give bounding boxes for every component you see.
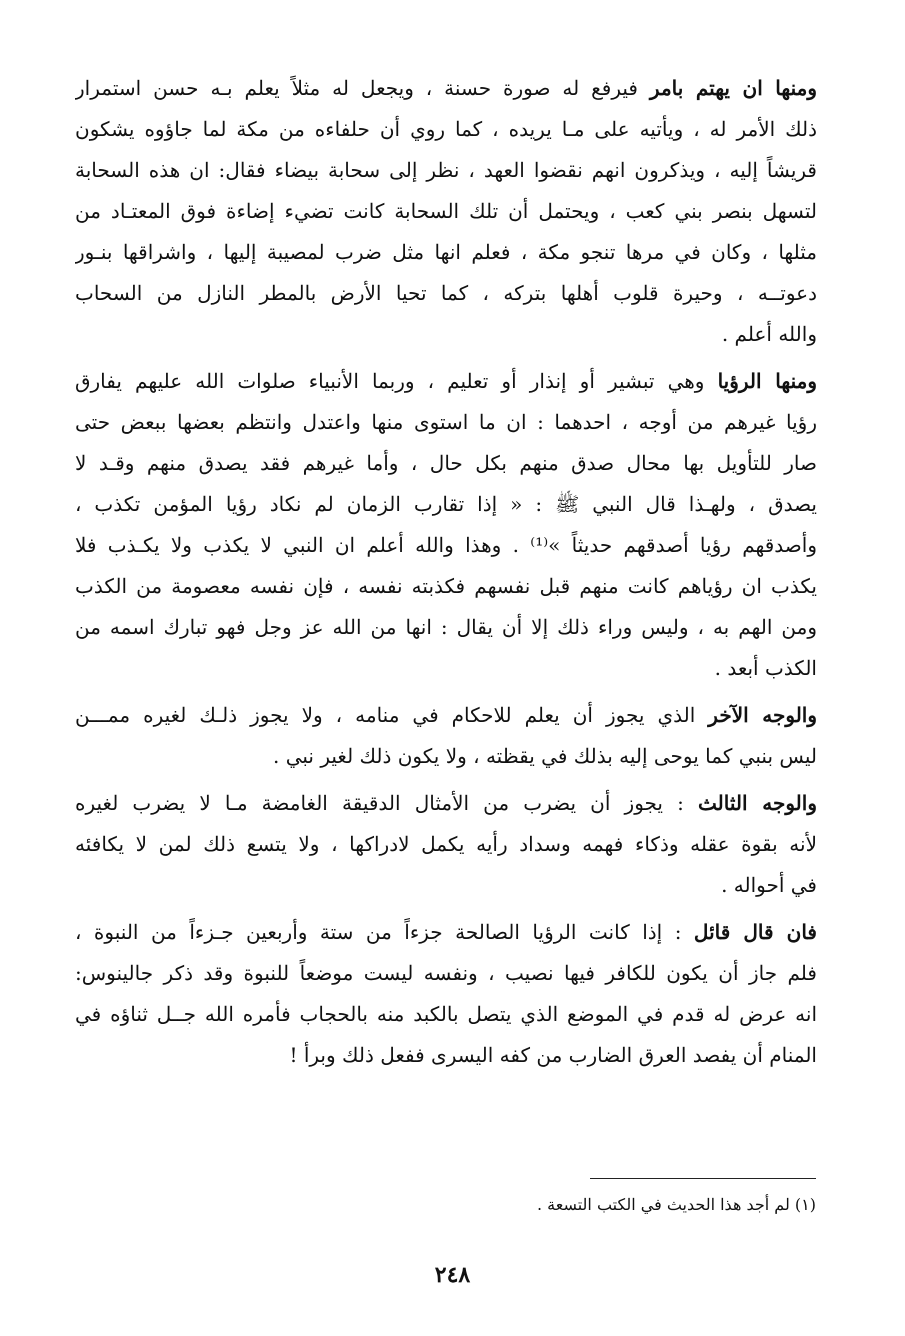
lead-phrase: ومنها ان يهتم بامر	[649, 76, 817, 100]
footnote-separator	[590, 1178, 816, 1179]
line: المنام أن يفصد العرق الضارب من كفه اليسرى ففعل ذلك وبرأ !	[289, 1043, 817, 1067]
page-body	[75, 68, 817, 1082]
line: وأصدقهم رؤيا أصدقهم حديثاً »⁽¹⁾ . وهذا والله أعلم ان النبي لا يكذب ولا يكـذب فلا	[75, 533, 817, 557]
line: لتسهل بنصر بني كعب ، ويحتمل أن تلك السحابة كانت تضيء إضاءة فوق المعتـاد من	[75, 199, 817, 223]
lead-phrase: والوجه الثالث	[698, 791, 817, 815]
footnote: (١) لم أجد هذا الحديث في الكتب التسعة .	[536, 1195, 816, 1214]
line	[75, 783, 817, 824]
paragraph-5	[75, 912, 817, 1076]
paragraph-2	[75, 361, 817, 689]
line: ومن الهم به ، وليس وراء ذلك إلا أن يقال : انها من الله عز وجل فهو تبارك اسمه من	[75, 615, 817, 639]
line: الكذب أبعد .	[714, 656, 817, 680]
line	[75, 68, 817, 109]
lead-phrase: فان قال قائل	[693, 920, 817, 944]
line: دعوتــه ، وحيرة قلوب أهلها بتركه ، كما تحيا الأرض بالمطر النازل من السحاب	[75, 281, 817, 305]
line: لأنه بقوة عقله وذكاء فهمه وسداد رأيه يكمل لادراكها ، ولا يتسع ذلك لمن لا يكافئه	[75, 832, 817, 856]
line: والله أعلم .	[721, 322, 817, 346]
line: فلم جاز أن يكون للكافر فيها نصيب ، ونفسه ليست موضعاً للنبوة وقد ذكر جالينوس:	[75, 961, 817, 985]
line-rest: وهي تبشير أو إنذار أو تعليم ، وربما الأنبياء صلوات الله عليهم يفارق	[75, 369, 718, 393]
line: انه عرض له قدم في الموضع الذي يتصل بالكبد منه بالحجاب فأمره الله جــل ثناؤه في	[75, 1002, 817, 1026]
line-rest: الذي يجوز أن يعلم للاحكام في منامه ، ولا يجوز ذلـك لغيره ممـــن	[75, 703, 709, 727]
paragraph-4	[75, 783, 817, 906]
line: يصدق ، ولهـذا قال النبي ﷺ : « إذا تقارب الزمان لم نكاد رؤيا المؤمن تكذب ،	[75, 492, 817, 516]
line-rest: فيرفع له صورة حسنة ، ويجعل له مثلاً يعلم بـه حسن استمرار	[75, 76, 650, 100]
lead-phrase: ومنها الرؤيا	[717, 369, 817, 393]
line: قريشاً إليه ، ويذكرون انهم نقضوا العهد ، نظر إلى سحابة بيضاء فقال: ان هذه السحابة	[75, 158, 817, 182]
line-rest: : إذا كانت الرؤيا الصالحة جزءاً من ستة وأربعين جـزءاً من النبوة ،	[75, 920, 694, 944]
line: مثلها ، وكان في مرها تنجو مكة ، فعلم انها مثل ضرب لمصيبة إليها ، واشراقها بنـور	[75, 240, 817, 264]
line: ذلك الأمر له ، ويأتيه على مـا يريده ، كما روي أن حلفاءه من مكة لما جاؤوه يشكون	[75, 117, 817, 141]
line: في أحواله .	[721, 873, 817, 897]
line: صار للتأويل بها محال صدق منهم بكل حال ، وأما غيرهم فقد يصدق منهم وقـد لا	[75, 451, 817, 475]
line: رؤيا غيرهم من أوجه ، احدهما : ان ما استوى منها واعتدل وانتظم بعضها ببعض حتى	[75, 410, 817, 434]
line-rest: : يجوز أن يضرب من الأمثال الدقيقة الغامضة مـا لا يضرب لغيره	[75, 791, 699, 815]
lead-phrase: والوجه الآخر	[708, 703, 817, 727]
page-number: ٢٤٨	[434, 1262, 471, 1288]
paragraph-1	[75, 68, 817, 355]
line	[75, 912, 817, 953]
line	[75, 361, 817, 402]
line: ليس بنبي كما يوحى إليه بذلك في يقظته ، ولا يكون ذلك لغير نبي .	[273, 744, 817, 768]
line: يكذب ان رؤياهم كانت منهم قبل نفسهم فكذبته نفسه ، فإن نفسه معصومة من الكذب	[75, 574, 817, 598]
line	[75, 695, 817, 736]
paragraph-3	[75, 695, 817, 777]
